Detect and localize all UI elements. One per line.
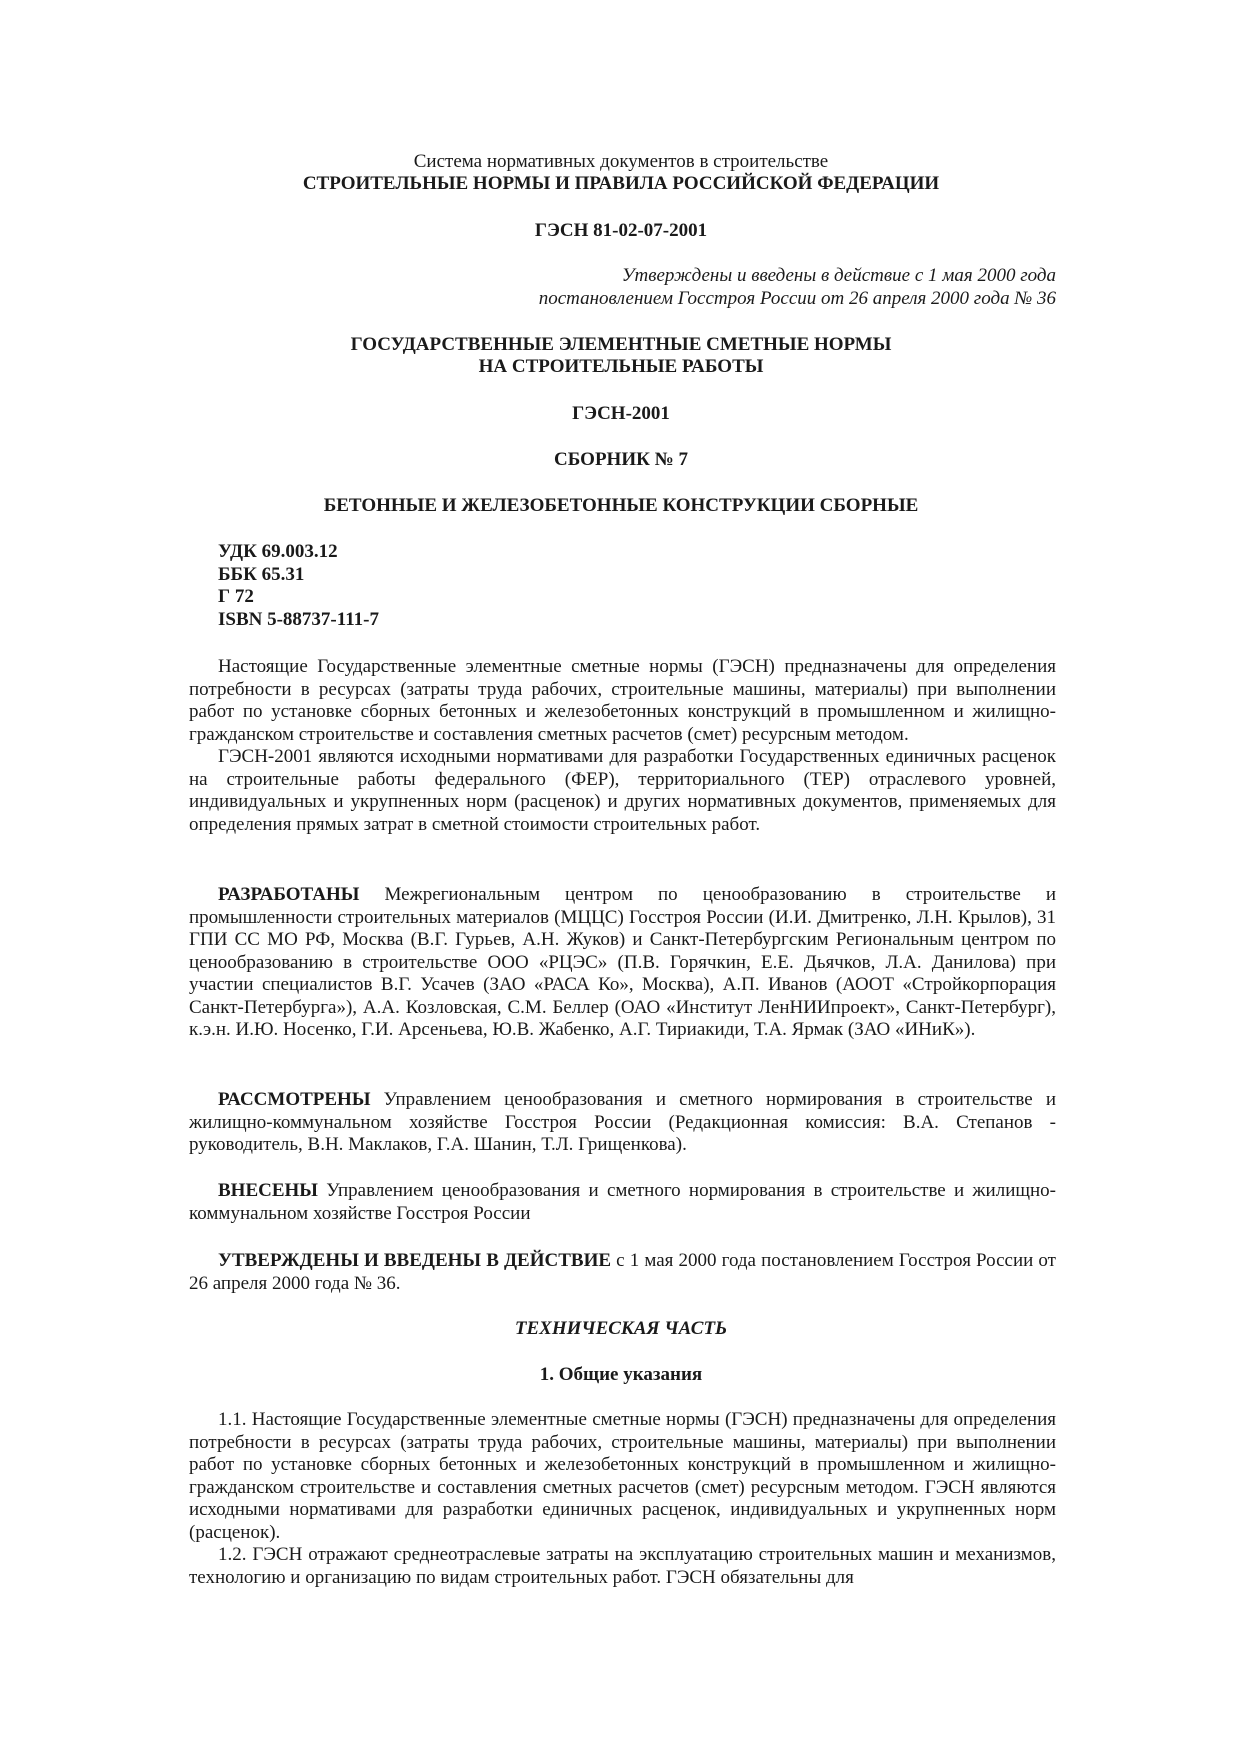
snip-title: СТРОИТЕЛЬНЫЕ НОРМЫ И ПРАВИЛА РОССИЙСКОЙ ФЕДЕРАЦИИ xyxy=(302,173,940,194)
submitted-text: Управлением ценообразования и сметного нормирования в строительстве и жилищно-коммунальном хозяйстве Госстроя России xyxy=(189,1180,1056,1224)
technical-heading: ТЕХНИЧЕСКАЯ ЧАСТЬ xyxy=(514,1318,728,1339)
main-title-line-2: НА СТРОИТЕЛЬНЫЕ РАБОТЫ xyxy=(478,356,764,377)
gesn-title: ГЭСН-2001 xyxy=(572,403,670,424)
main-title-line-1: ГОСУДАРСТВЕННЫЕ ЭЛЕМЕНТНЫЕ СМЕТНЫЕ НОРМЫ xyxy=(350,334,892,355)
reviewed-paragraph xyxy=(189,1089,1056,1157)
approved-paragraph xyxy=(189,1250,1056,1295)
g-code: Г 72 xyxy=(218,586,254,607)
developed-label: РАЗРАБОТАНЫ xyxy=(218,884,360,905)
system-title: Система нормативных документов в строительстве xyxy=(413,151,829,172)
submitted-paragraph xyxy=(189,1180,1056,1225)
document-code: ГЭСН 81-02-07-2001 xyxy=(534,220,708,241)
classification-codes xyxy=(218,541,618,631)
approved-text: с 1 мая 2000 года постановлением Госстроя России от 26 апреля 2000 года № 36. xyxy=(189,1250,1056,1294)
isbn-code: ISBN 5-88737-111-7 xyxy=(218,608,379,630)
intro-paragraph-1: Настоящие Государственные элементные сметные нормы (ГЭСН) предназначены для определения потребности в ресурсах (затраты труда рабочих, строительные машины, материалы) при выполнении работ по установке сборных бетонных и железобетонных конструкций в промышленном и жилищно-гражданском строительстве и составления сметных расчетов (смет) ресурсным методом. xyxy=(189,656,1056,745)
technical-section xyxy=(189,1409,1056,1589)
developed-paragraph xyxy=(189,884,1056,1042)
paragraph-1-2: 1.2. ГЭСН отражают среднеотраслевые затраты на эксплуатацию строительных машин и механизмов, технологию и организацию по видам строительных работ. ГЭСН обязательны для xyxy=(189,1544,1056,1588)
approval-line-2: постановлением Госстроя России от 26 апреля 2000 года № 36 xyxy=(538,288,1056,309)
reviewed-label: РАССМОТРЕНЫ xyxy=(218,1089,371,1110)
intro-section xyxy=(189,656,1056,836)
collection-title: СБОРНИК № 7 xyxy=(554,449,688,470)
reviewed-text: Управлением ценообразования и сметного нормирования в строительстве и жилищно-коммунальном хозяйстве Госстроя России (Редакционная комиссия: В.А. Степанов - руководитель, В.Н. Маклаков, Г.А. Шанин, Т.Л. Грищенкова). xyxy=(189,1089,1056,1155)
developed-text: Межрегиональным центром по ценообразованию в строительстве и промышленности строительных материалов (МЦЦС) Госстроя России (И.И. Дмитренко, Л.Н. Крылов), 31 ГПИ СС МО РФ, Москва (В.Г. Гурьев, А.Н. Жуков) и Санкт-Петербургским Региональным центром по ценообразованию в строительстве ООО «РЦЭС» (П.В. Горячкин, Е.Е. Дьячков, Л.А. Данилова) при участии специалистов В.Г. Усачев (ЗАО «РАСА Ко», Москва), А.П. Иванов (АООТ «Стройкорпорация Санкт-Петербурга»), А.А. Козловская, С.М. Беллер (ОАО «Институт ЛенНИИпроект», Санкт-Петербург), к.э.н. И.Ю. Носенко, Г.И. Арсеньева, Ю.В. Жабенко, А.Г. Тириакиди, Т.А. Ярмак (ЗАО «ИНиК»). xyxy=(189,884,1056,1040)
submitted-label: ВНЕСЕНЫ xyxy=(218,1180,318,1201)
section-heading: 1. Общие указания xyxy=(539,1364,703,1385)
bbk-code: ББК 65.31 xyxy=(218,563,305,585)
approval-line-1: Утверждены и введены в действие с 1 мая 2000 года xyxy=(621,265,1056,286)
approved-label: УТВЕРЖДЕНЫ И ВВЕДЕНЫ В ДЕЙСТВИЕ xyxy=(218,1250,612,1271)
udk-code: УДК 69.003.12 xyxy=(218,541,338,562)
intro-paragraph-2: ГЭСН-2001 являются исходными нормативами для разработки Государственных единичных расценок на строительные работы федерального (ФЕР), территориального (ТЕР) отраслевого уровней, индивидуальных и укрупненных норм (расценок) и других нормативных документов, применяемых для определения прямых затрат в сметной стоимости строительных работ. xyxy=(189,746,1056,835)
paragraph-1-1: 1.1. Настоящие Государственные элементные сметные нормы (ГЭСН) предназначены для определения потребности в ресурсах (затраты труда рабочих, строительные машины, материалы) при выполнении работ по установке сборных бетонных и железобетонных конструкций в промышленном и жилищно-гражданском строительстве и составления сметных расчетов (смет) ресурсным методом. ГЭСН являются исходными нормативами для разработки единичных расценок, индивидуальных и укрупненных норм (расценок). xyxy=(189,1409,1056,1543)
subject-title: БЕТОННЫЕ И ЖЕЛЕЗОБЕТОННЫЕ КОНСТРУКЦИИ СБОРНЫЕ xyxy=(323,495,919,516)
